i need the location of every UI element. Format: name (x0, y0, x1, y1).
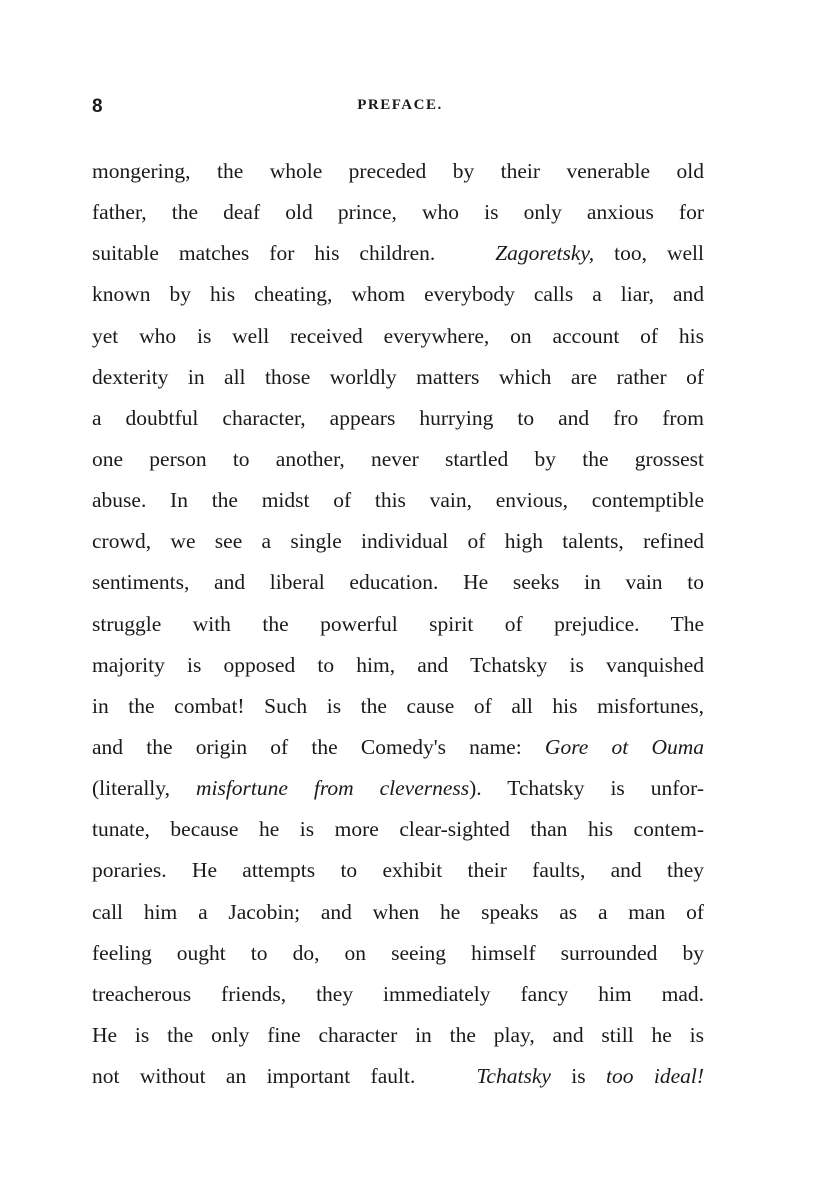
text-line (92, 151, 704, 192)
italic-name: Zagoretsky, (495, 241, 595, 266)
text-segment: known by his cheating, whom everybody calls a liar, and (92, 282, 704, 307)
text-segment: majority is opposed to him, and Tchatsky is vanquished (92, 652, 704, 677)
text-segment: tunate, because he is more clear-sighted than his contem- (92, 817, 704, 842)
text-segment: is (571, 1064, 586, 1089)
text-segment: (literally, (92, 776, 171, 801)
text-segment: poraries. He attempts to exhibit their faults, and they (92, 858, 704, 883)
text-line (92, 439, 704, 480)
italic-name: Tchatsky (476, 1064, 551, 1089)
text-segment: struggle with the powerful spirit of prejudice. The (92, 611, 704, 636)
text-line (92, 850, 704, 891)
text-line (92, 933, 704, 974)
text-line (92, 357, 704, 398)
text-segment: a doubtful character, appears hurrying to and fro from (92, 405, 704, 430)
italic-title: Gore ot Ouma (544, 734, 704, 759)
italic-translation: misfortune from cleverness (195, 776, 470, 801)
text-line (92, 686, 704, 727)
text-segment: crowd, we see a single individual of high talents, refined (92, 529, 704, 554)
text-line (92, 192, 704, 233)
running-head (92, 96, 708, 120)
text-line (92, 274, 704, 315)
text-segment: too, well (614, 241, 704, 266)
text-segment: mongering, the whole preceded by their venerable old (92, 159, 704, 183)
text-line (92, 727, 704, 768)
text-line (92, 809, 704, 850)
text-segment: He is the only fine character in the play, and still he is (92, 1022, 704, 1047)
text-segment: sentiments, and liberal education. He seeks in vain to (92, 570, 704, 595)
text-segment: call him a Jacobin; and when he speaks as a man of (92, 899, 704, 924)
text-line (92, 768, 704, 809)
text-line (92, 398, 704, 439)
text-line (92, 562, 704, 603)
running-title: PREFACE. (357, 97, 443, 113)
text-segment: suitable matches for his children. (92, 241, 436, 266)
text-line (92, 233, 704, 274)
text-line (92, 604, 704, 645)
text-segment: in the combat! Such is the cause of all his misfortunes, (92, 693, 704, 718)
page-number: 8 (92, 96, 103, 117)
text-segment: yet who is well received everywhere, on account of his (92, 323, 704, 348)
text-line (92, 480, 704, 521)
italic-emphasis: too ideal! (606, 1064, 704, 1089)
text-segment: not without an important fault. (92, 1064, 416, 1089)
text-line (92, 645, 704, 686)
text-segment: treacherous friends, they immediately fancy him mad. (92, 981, 704, 1006)
text-line (92, 521, 704, 562)
text-segment: abuse. In the midst of this vain, envious, contemptible (92, 488, 704, 513)
text-line (92, 1056, 704, 1097)
text-segment: dexterity in all those worldly matters which are rather of (92, 364, 704, 389)
text-segment: father, the deaf old prince, who is only anxious for (92, 200, 704, 225)
text-line (92, 1015, 704, 1056)
text-segment: feeling ought to do, on seeing himself surrounded by (92, 940, 704, 965)
body-text (92, 151, 704, 1097)
text-segment: ). Tchatsky is unfor- (469, 776, 704, 801)
text-segment: and the origin of the Comedy's name: (92, 734, 522, 759)
text-line (92, 974, 704, 1015)
text-segment: one person to another, never startled by the grossest (92, 446, 704, 471)
text-line (92, 316, 704, 357)
text-line (92, 892, 704, 933)
